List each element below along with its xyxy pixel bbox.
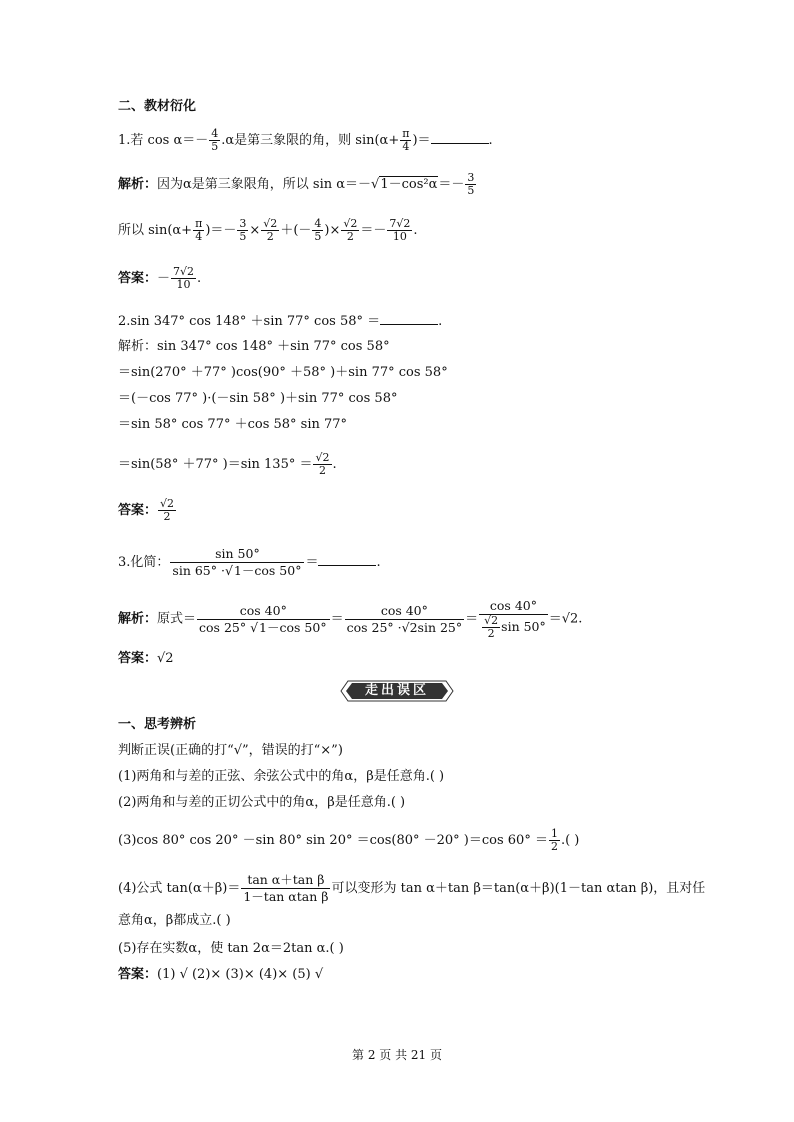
q1-answer-blank: [431, 131, 489, 144]
q1-frac-pi: $\frac{\pi}{4}$: [402, 127, 410, 153]
q1-solution-label: 解析：: [118, 177, 158, 192]
question-1: 1.若 cos α＝－ $\frac{4}{5}$ .α是第三象限的角，则 sin(α+ $\frac{\pi}{4}$ )＝ .: [118, 127, 493, 153]
q2-solution-line-4: ＝sin 58° cos 77° ＋cos 58° sin 77°: [118, 417, 348, 432]
q3-fraction: $\frac{\sin 50^\circ}{\sin 65^\circ \cdot√1-\cos 50^\circ}$: [170, 546, 304, 579]
question-3: 3.化简： $\frac{\sin 50^\circ}{\sin 65^\circ \cdot√1-\cos 50^\circ}$ ＝ .: [118, 546, 381, 578]
q1-answer: 答案：－ $\frac{7√2}{10}$ .: [118, 265, 202, 291]
page-footer: 第 2 页 共 21 页: [352, 1048, 442, 1062]
judge-item-3: (3)cos 80° cos 20° －sin 80° sin 20° ＝cos(80° －20° )＝cos 60° ＝ $\frac{1}{2}$ .( ): [118, 827, 580, 853]
q1-text-post: )＝: [412, 133, 431, 148]
q3-answer: 答案：√2: [118, 651, 174, 666]
q2-solution-line-2: ＝sin(270° ＋77° )cos(90° ＋58° )＋sin 77° cos 58°: [118, 365, 448, 380]
q2-answer-label: 答案：: [118, 503, 158, 518]
question-2: 2.sin 347° cos 148° ＋sin 77° cos 58° ＝ .: [118, 314, 443, 329]
q1-text-mid: .α是第三象限的角，则 sin(α+: [221, 133, 400, 148]
q1-answer-label: 答案：: [118, 271, 158, 286]
judge-answer: 答案：(1) √ (2)× (3)× (4)× (5) √: [118, 967, 324, 982]
q1-text-pre: 1.若 cos α＝－: [118, 133, 209, 148]
judge-item-5: (5)存在实数α，使 tan 2α＝2tan α.( ): [118, 941, 344, 956]
q2-solution-line-5: ＝sin(58° ＋77° )＝sin 135° ＝ $\frac{√2}{2}$ .: [118, 451, 337, 477]
q2-answer-blank: [380, 312, 438, 325]
q1-solution-line-2: 所以 sin(α+ $\frac{\pi}{4}$ )＝－ $\frac{3}{5}$ × $\frac{√2}{2}$ ＋(－ $\frac{4}{5}$ )× $\frac{√2}{2}$ ＝－ $\frac{7√2}{10}$ .: [118, 217, 418, 243]
judge-item-4-cont: 意角α，β都成立.( ): [118, 913, 231, 928]
judge-item-4: (4)公式 tan(α＋β)＝ $\frac{\text{tan α＋tan β}}{\text{1－tan αtan β}}$ 可以变形为 tan α＋tan β＝tan(α＋β)(1－tan αtan β)，且对任: [118, 872, 706, 904]
q2-solution-line-1: 解析：sin 347° cos 148° ＋sin 77° cos 58°: [118, 339, 390, 354]
q2-solution-line-3: ＝(－cos 77° )·(－sin 58° )＋sin 77° cos 58°: [118, 391, 398, 406]
judge-intro: 判断正误(正确的打“√”，错误的打“×”): [118, 743, 343, 758]
judge-item-1: (1)两角和与差的正弦、余弦公式中的角α，β是任意角.( ): [118, 769, 445, 784]
q3-answer-blank: [318, 553, 376, 566]
q2-answer: 答案： $\frac{√2}{2}$: [118, 497, 175, 523]
section-title-thinking: 一、思考辨析: [118, 717, 197, 732]
q1-solution-line-1: 解析：因为α是第三象限角，所以 sin α＝－√1－cos²α＝－ $\frac{3}{5}$: [118, 171, 475, 197]
section-title-textbook: 二、教材衍化: [118, 99, 197, 114]
q3-solution: 解析：原式＝ $\frac{\cos 40^\circ}{\cos 25^\circ √1-\cos 50^\circ}$ ＝ $\frac{\cos 40^\circ}{\cos 25^\circ \cdot√2\sin 25^\circ}$ ＝ cos 40° $\frac{√2}{2}$ sin 50° ＝√2.: [118, 598, 583, 640]
q1-frac-cos: $\frac{4}{5}$: [211, 127, 219, 153]
section-banner-misconceptions: [340, 680, 454, 702]
judge-item-2: (2)两角和与差的正切公式中的角α，β是任意角.( ): [118, 795, 406, 810]
banner-text: 走出误区: [364, 683, 429, 698]
